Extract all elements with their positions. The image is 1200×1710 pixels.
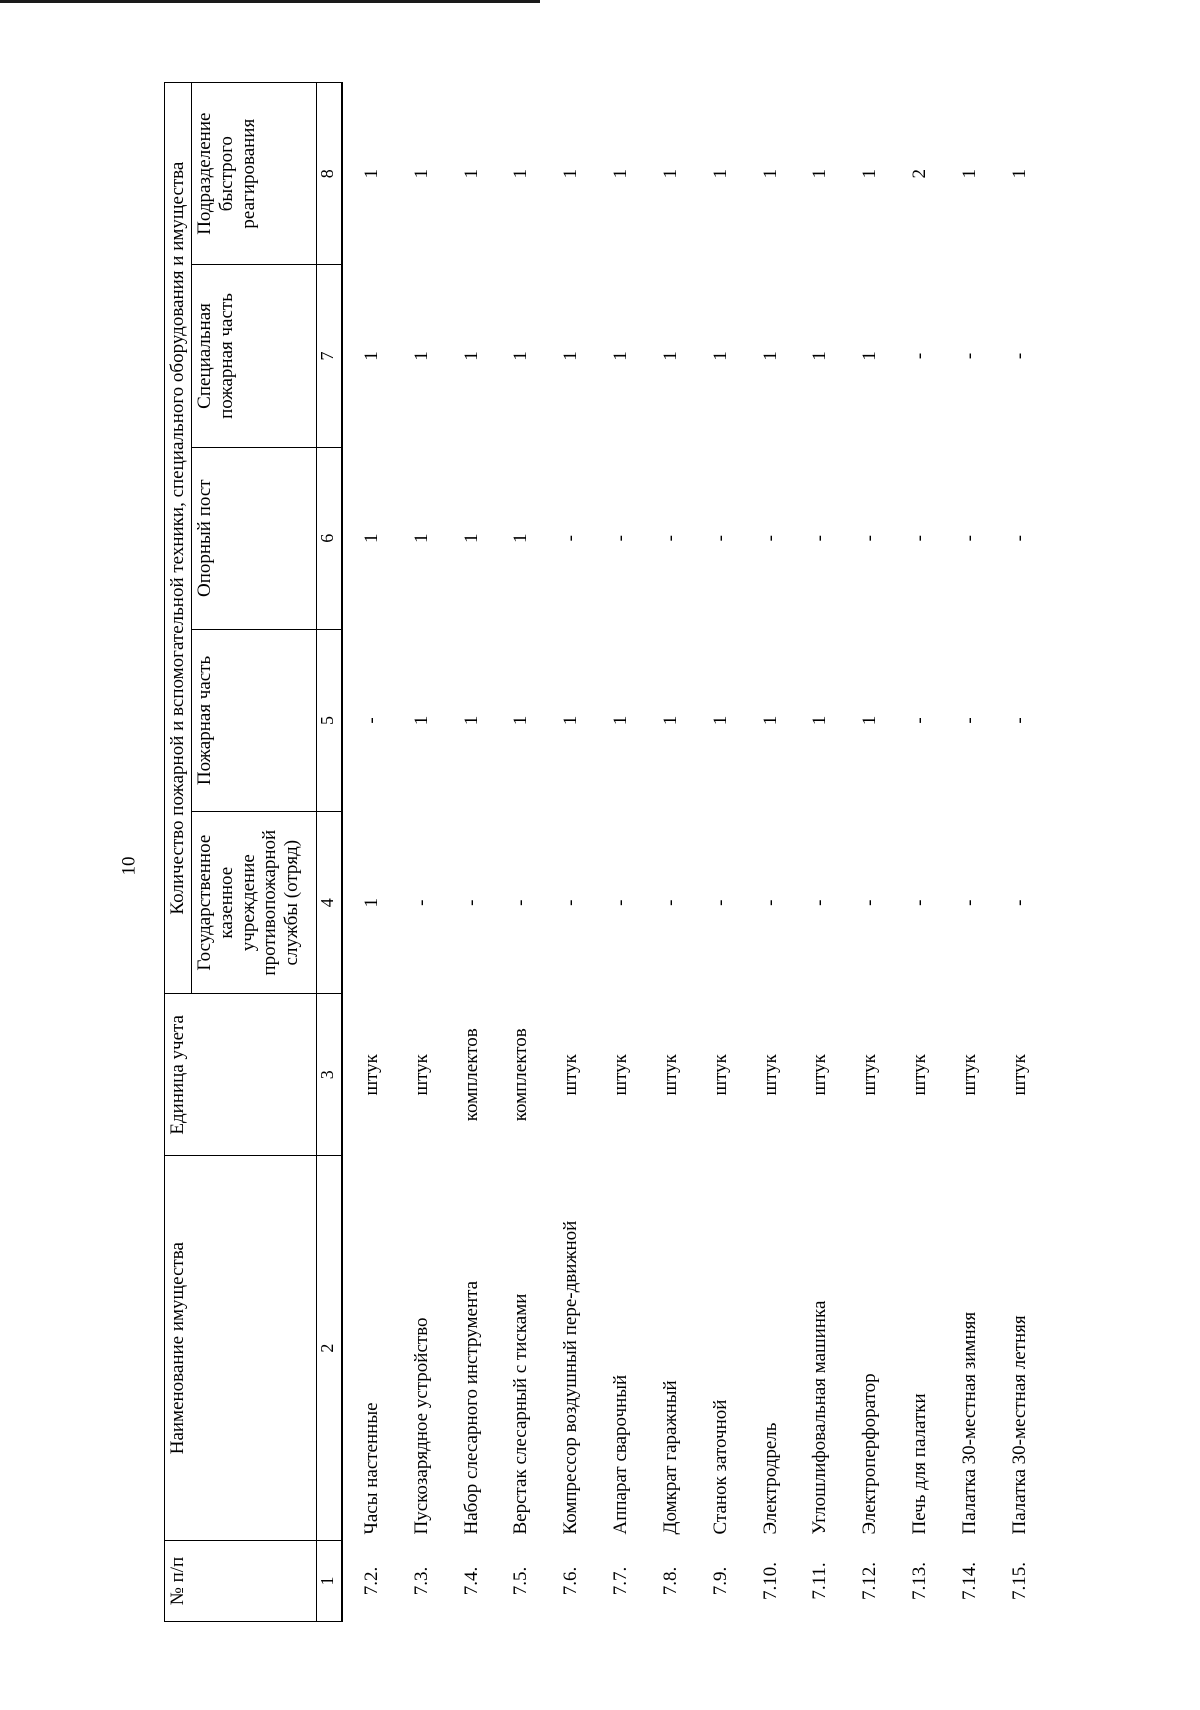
qty-rapid-response: 1 xyxy=(1008,168,1030,179)
column-number: 6 xyxy=(316,447,342,629)
unit-cell: штук xyxy=(809,1054,831,1096)
row-number: 7.10. xyxy=(759,1562,781,1601)
item-name: Верстак слесарный с тисками xyxy=(510,1293,532,1535)
qty-gku: - xyxy=(460,899,482,906)
row-number: 7.5. xyxy=(510,1566,532,1596)
unit-cell: штук xyxy=(1008,1054,1030,1096)
header-unit: Единица учета xyxy=(165,994,317,1156)
unit-cell: штук xyxy=(610,1054,632,1096)
unit-cell: штук xyxy=(909,1054,931,1096)
qty-rapid-response: 1 xyxy=(410,168,432,179)
qty-special-unit: 1 xyxy=(709,351,731,361)
qty-special-unit: 1 xyxy=(560,351,582,361)
rotated-table-wrapper xyxy=(164,82,1064,1622)
item-name: Аппарат сварочный xyxy=(610,1374,632,1535)
column-number: 8 xyxy=(316,83,342,265)
qty-support-post: - xyxy=(809,535,831,542)
qty-special-unit: 1 xyxy=(510,351,532,361)
qty-gku: - xyxy=(958,899,980,906)
table-row xyxy=(642,83,692,1622)
row-number: 7.12. xyxy=(859,1562,881,1601)
column-number: 4 xyxy=(316,812,342,994)
qty-special-unit: 1 xyxy=(759,351,781,361)
qty-gku: 1 xyxy=(360,897,382,908)
qty-support-post: - xyxy=(1008,535,1030,542)
column-number: 2 xyxy=(316,1156,342,1541)
equipment-table xyxy=(164,82,1041,1622)
qty-fire-unit: - xyxy=(1008,717,1030,724)
table-row xyxy=(841,83,891,1622)
item-name: Печь для палатки xyxy=(909,1393,931,1535)
header-name: Наименование имущества xyxy=(165,1156,317,1541)
column-number: 3 xyxy=(316,994,342,1156)
header-no: № п/п xyxy=(165,1541,317,1622)
qty-special-unit: 1 xyxy=(410,351,432,361)
qty-gku: - xyxy=(759,899,781,906)
qty-gku: - xyxy=(859,899,881,906)
qty-rapid-response: 2 xyxy=(909,168,931,179)
qty-support-post: 1 xyxy=(510,533,532,543)
qty-rapid-response: 1 xyxy=(360,168,382,179)
row-number: 7.7. xyxy=(610,1566,632,1596)
qty-fire-unit: - xyxy=(360,717,382,724)
qty-gku: - xyxy=(809,899,831,906)
row-number: 7.13. xyxy=(909,1562,931,1601)
unit-cell: штук xyxy=(759,1054,781,1096)
table-row xyxy=(443,83,493,1622)
qty-rapid-response: 1 xyxy=(809,168,831,179)
table-row xyxy=(742,83,792,1622)
qty-support-post: - xyxy=(759,535,781,542)
column-number-row xyxy=(316,83,342,1622)
qty-support-post: - xyxy=(659,535,681,542)
qty-gku: - xyxy=(560,899,582,906)
unit-cell: комплектов xyxy=(460,1028,482,1122)
row-number: 7.4. xyxy=(460,1566,482,1596)
unit-cell: штук xyxy=(659,1054,681,1096)
qty-fire-unit: 1 xyxy=(410,715,432,726)
qty-support-post: 1 xyxy=(360,533,382,543)
rotated-table-inner xyxy=(164,82,1064,1622)
table-row xyxy=(492,83,542,1622)
qty-fire-unit: 1 xyxy=(859,715,881,726)
item-name: Компрессор воздушный пере-движной xyxy=(560,1220,582,1535)
item-name: Станок заточной xyxy=(709,1399,731,1535)
qty-fire-unit: 1 xyxy=(759,715,781,726)
qty-rapid-response: 1 xyxy=(610,168,632,179)
qty-support-post: 1 xyxy=(460,533,482,543)
header-sub-rapid-response: Подразделение быстрого реагирования xyxy=(191,83,316,265)
qty-special-unit: - xyxy=(909,352,931,360)
header-sub-fire-unit: Пожарная часть xyxy=(191,629,316,811)
column-number: 1 xyxy=(316,1541,342,1622)
qty-special-unit: 1 xyxy=(360,351,382,361)
qty-gku: - xyxy=(1008,899,1030,906)
row-number: 7.9. xyxy=(709,1566,731,1596)
qty-rapid-response: 1 xyxy=(859,168,881,179)
row-number: 7.6. xyxy=(560,1566,582,1596)
row-number: 7.8. xyxy=(659,1566,681,1596)
row-number: 7.11. xyxy=(809,1562,831,1600)
table-row xyxy=(991,83,1041,1622)
unit-cell: штук xyxy=(958,1054,980,1096)
qty-support-post: 1 xyxy=(410,533,432,543)
qty-support-post: - xyxy=(560,535,582,542)
page-number: 10 xyxy=(118,856,140,876)
row-number: 7.15. xyxy=(1008,1562,1030,1601)
qty-support-post: - xyxy=(958,535,980,542)
unit-cell: штук xyxy=(560,1054,582,1096)
qty-gku: - xyxy=(659,899,681,906)
table-row xyxy=(891,83,941,1622)
header-row-1 xyxy=(165,83,192,1622)
qty-special-unit: - xyxy=(1008,352,1030,360)
item-name: Часы настенные xyxy=(360,1402,382,1535)
header-sub-gku: Государственное казенное учреждение противопожарной службы (отряд) xyxy=(191,812,316,994)
qty-fire-unit: 1 xyxy=(709,715,731,726)
qty-rapid-response: 1 xyxy=(460,168,482,179)
qty-special-unit: 1 xyxy=(859,351,881,361)
column-number: 7 xyxy=(316,265,342,447)
qty-fire-unit: - xyxy=(909,717,931,724)
unit-cell: штук xyxy=(859,1054,881,1096)
qty-rapid-response: 1 xyxy=(659,168,681,179)
qty-rapid-response: 1 xyxy=(510,168,532,179)
table-row xyxy=(692,83,742,1622)
table-row xyxy=(791,83,841,1622)
qty-fire-unit: 1 xyxy=(610,715,632,726)
item-name: Домкрат гаражный xyxy=(659,1380,681,1535)
unit-cell: штук xyxy=(410,1054,432,1096)
qty-special-unit: 1 xyxy=(460,351,482,361)
qty-rapid-response: 1 xyxy=(560,168,582,179)
qty-fire-unit: 1 xyxy=(460,715,482,726)
item-name: Углошлифовальная машинка xyxy=(809,1300,831,1535)
table-row xyxy=(592,83,642,1622)
qty-fire-unit: 1 xyxy=(510,715,532,726)
qty-gku: - xyxy=(510,899,532,906)
unit-cell: комплектов xyxy=(510,1028,532,1122)
table-row xyxy=(393,83,443,1622)
qty-gku: - xyxy=(410,899,432,906)
table-row xyxy=(941,83,991,1622)
qty-support-post: - xyxy=(709,535,731,542)
header-sub-support-post: Опорный пост xyxy=(191,447,316,629)
item-name: Электроперфоратор xyxy=(859,1373,881,1535)
table-row xyxy=(542,83,592,1622)
unit-cell: штук xyxy=(709,1054,731,1096)
table-body xyxy=(342,83,1041,1622)
item-name: Электродрель xyxy=(759,1422,781,1535)
qty-fire-unit: 1 xyxy=(659,715,681,726)
column-number: 5 xyxy=(316,629,342,811)
qty-gku: - xyxy=(909,899,931,906)
item-name: Набор слесарного инструмента xyxy=(460,1280,482,1535)
qty-rapid-response: 1 xyxy=(958,168,980,179)
qty-support-post: - xyxy=(909,535,931,542)
qty-gku: - xyxy=(610,899,632,906)
qty-special-unit: - xyxy=(958,352,980,360)
unit-cell: штук xyxy=(360,1054,382,1096)
qty-special-unit: 1 xyxy=(659,351,681,361)
qty-fire-unit: - xyxy=(958,717,980,724)
qty-special-unit: 1 xyxy=(610,351,632,361)
item-name: Пускозарядное устройство xyxy=(410,1317,432,1535)
qty-special-unit: 1 xyxy=(809,351,831,361)
scan-edge-line xyxy=(0,0,540,3)
row-number: 7.14. xyxy=(958,1562,980,1601)
header-quantity-group: Количество пожарной и вспомогательной техники, специального оборудования и имущества xyxy=(165,83,192,994)
qty-support-post: - xyxy=(859,535,881,542)
qty-rapid-response: 1 xyxy=(759,168,781,179)
item-name: Палатка 30-местная зимняя xyxy=(958,1311,980,1535)
row-number: 7.3. xyxy=(410,1566,432,1596)
qty-fire-unit: 1 xyxy=(560,715,582,726)
qty-fire-unit: 1 xyxy=(809,715,831,726)
table-row xyxy=(342,83,393,1622)
qty-gku: - xyxy=(709,899,731,906)
item-name: Палатка 30-местная летняя xyxy=(1008,1315,1030,1535)
header-sub-special-unit: Специальная пожарная часть xyxy=(191,265,316,447)
qty-support-post: - xyxy=(610,535,632,542)
row-number: 7.2. xyxy=(360,1566,382,1596)
qty-rapid-response: 1 xyxy=(709,168,731,179)
